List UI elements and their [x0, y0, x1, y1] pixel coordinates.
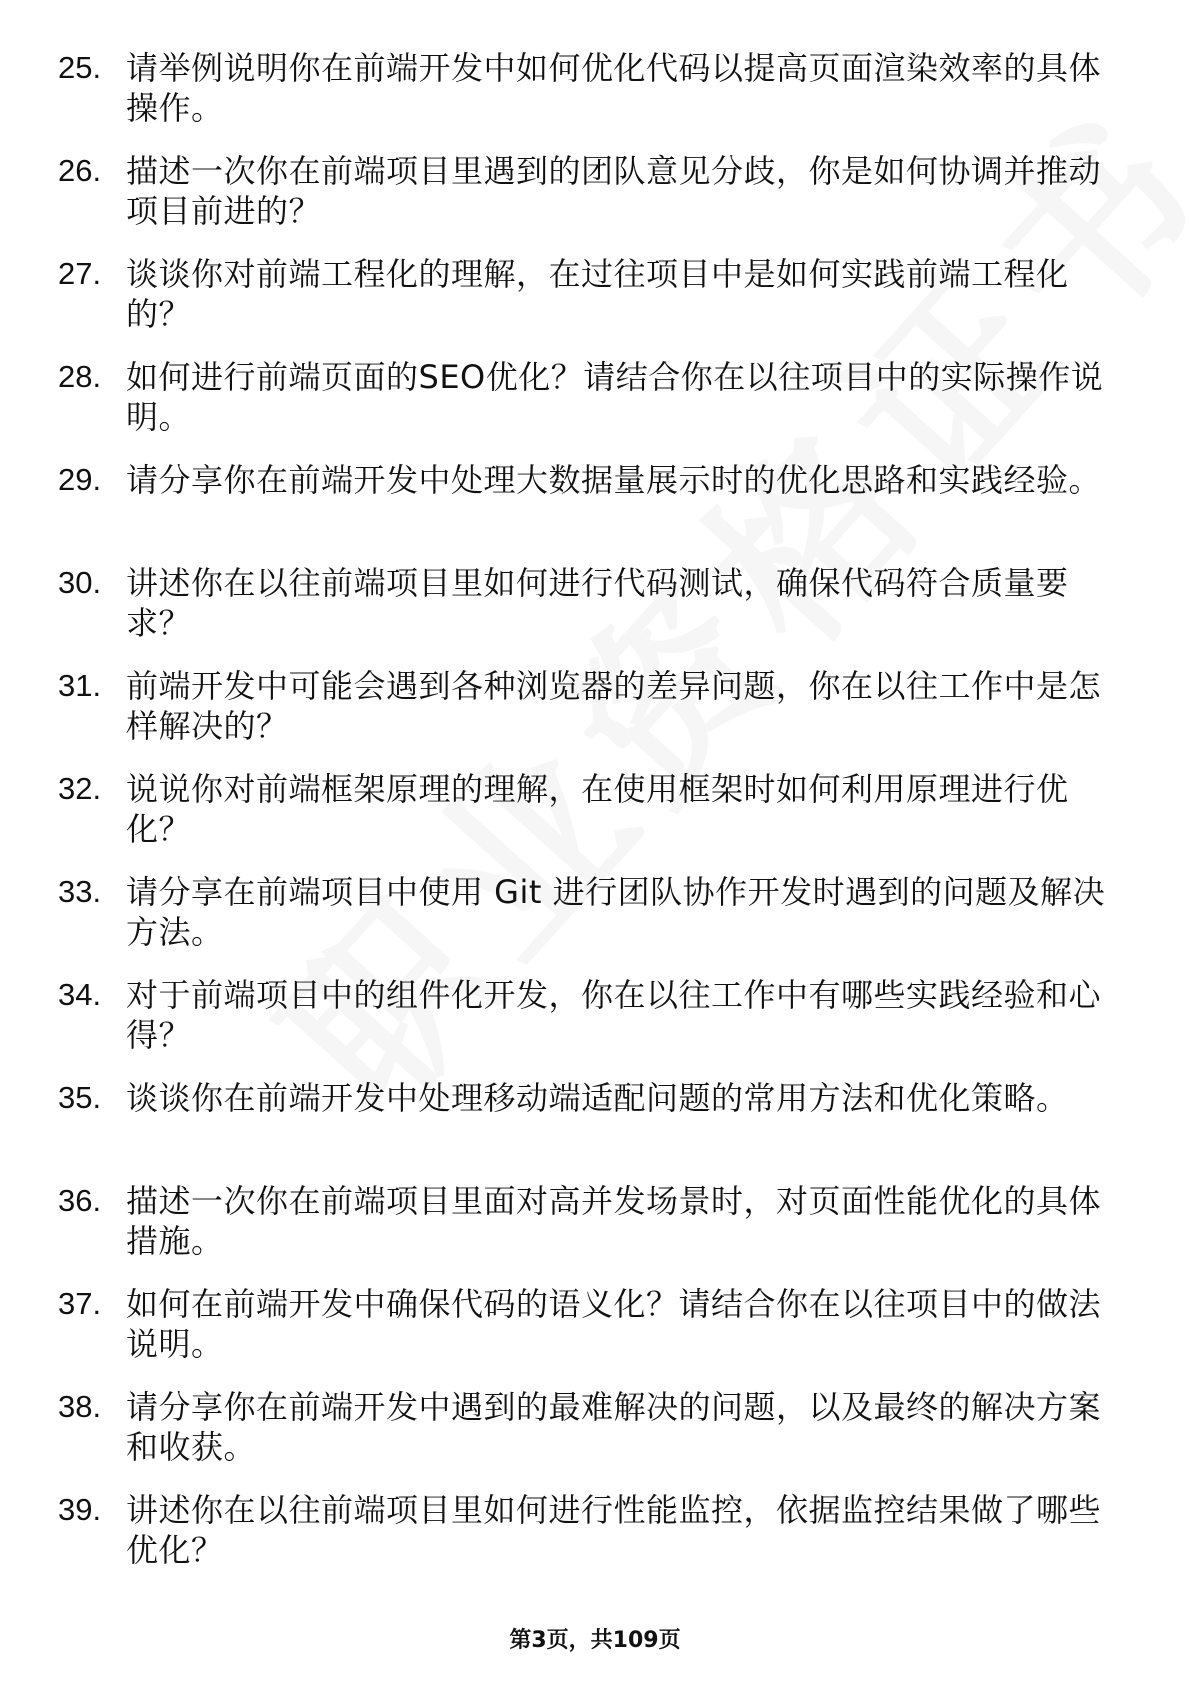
question-number: 38.: [58, 1389, 102, 1424]
question-text: 前端开发中可能会遇到各种浏览器的差异问题，你在以往工作中是怎样解决的？: [126, 667, 1102, 745]
list-item: [0, 666, 1190, 769]
question-number: 35.: [58, 1080, 102, 1115]
list-item: [0, 1387, 1190, 1490]
list-item: [0, 769, 1190, 872]
question-text: 对于前端项目中的组件化开发，你在以往工作中有哪些实践经验和心得？: [126, 976, 1102, 1054]
question-text: 描述一次你在前端项目里面对高并发场景时，对页面性能优化的具体措施。: [126, 1182, 1102, 1260]
question-text: 请举例说明你在前端开发中如何优化代码以提高页面渲染效率的具体操作。: [126, 49, 1102, 127]
question-number: 36.: [58, 1183, 102, 1218]
question-text: 说说你对前端框架原理的理解，在使用框架时如何利用原理进行优化？: [126, 770, 1069, 848]
question-text: 请分享在前端项目中使用 Git 进行团队协作开发时遇到的问题及解决方法。: [126, 873, 1106, 951]
list-item: [0, 1284, 1190, 1387]
question-text: 讲述你在以往前端项目里如何进行代码测试，确保代码符合质量要求？: [126, 564, 1069, 642]
list-item: [0, 1078, 1190, 1181]
list-item: [0, 1181, 1190, 1284]
list-item: [0, 872, 1190, 975]
question-number: 33.: [58, 874, 102, 909]
question-number: 32.: [58, 771, 102, 806]
list-item: [0, 563, 1190, 666]
page-footer: [0, 1627, 1190, 1655]
list-item: [0, 460, 1190, 563]
question-number: 31.: [58, 668, 102, 703]
question-text: 谈谈你在前端开发中处理移动端适配问题的常用方法和优化策略。: [126, 1079, 1069, 1117]
question-number: 39.: [58, 1492, 102, 1527]
page-number-label: 第3页，共109页: [509, 1628, 681, 1653]
question-number: 25.: [58, 50, 102, 85]
question-number: 26.: [58, 153, 102, 188]
list-item: [0, 254, 1190, 357]
list-item: [0, 975, 1190, 1078]
question-text: 描述一次你在前端项目里遇到的团队意见分歧，你是如何协调并推动项目前进的？: [126, 152, 1102, 230]
list-item: [0, 48, 1190, 151]
question-number: 34.: [58, 977, 102, 1012]
question-list: [0, 48, 1190, 1593]
question-number: 30.: [58, 565, 102, 600]
question-text: 讲述你在以往前端项目里如何进行性能监控，依据监控结果做了哪些优化？: [126, 1491, 1102, 1569]
question-number: 27.: [58, 256, 102, 291]
list-item: [0, 357, 1190, 460]
question-text: 请分享你在前端开发中处理大数据量展示时的优化思路和实践经验。: [126, 461, 1102, 499]
question-text: 谈谈你对前端工程化的理解，在过往项目中是如何实践前端工程化的？: [126, 255, 1069, 333]
list-item: [0, 1490, 1190, 1593]
question-number: 29.: [58, 462, 102, 497]
question-number: 28.: [58, 359, 102, 394]
list-item: [0, 151, 1190, 254]
question-text: 如何在前端开发中确保代码的语义化？请结合你在以往项目中的做法说明。: [126, 1285, 1102, 1363]
question-text: 请分享你在前端开发中遇到的最难解决的问题，以及最终的解决方案和收获。: [126, 1388, 1102, 1466]
question-number: 37.: [58, 1286, 102, 1321]
question-text: 如何进行前端页面的SEO优化？请结合你在以往项目中的实际操作说明。: [126, 358, 1104, 436]
